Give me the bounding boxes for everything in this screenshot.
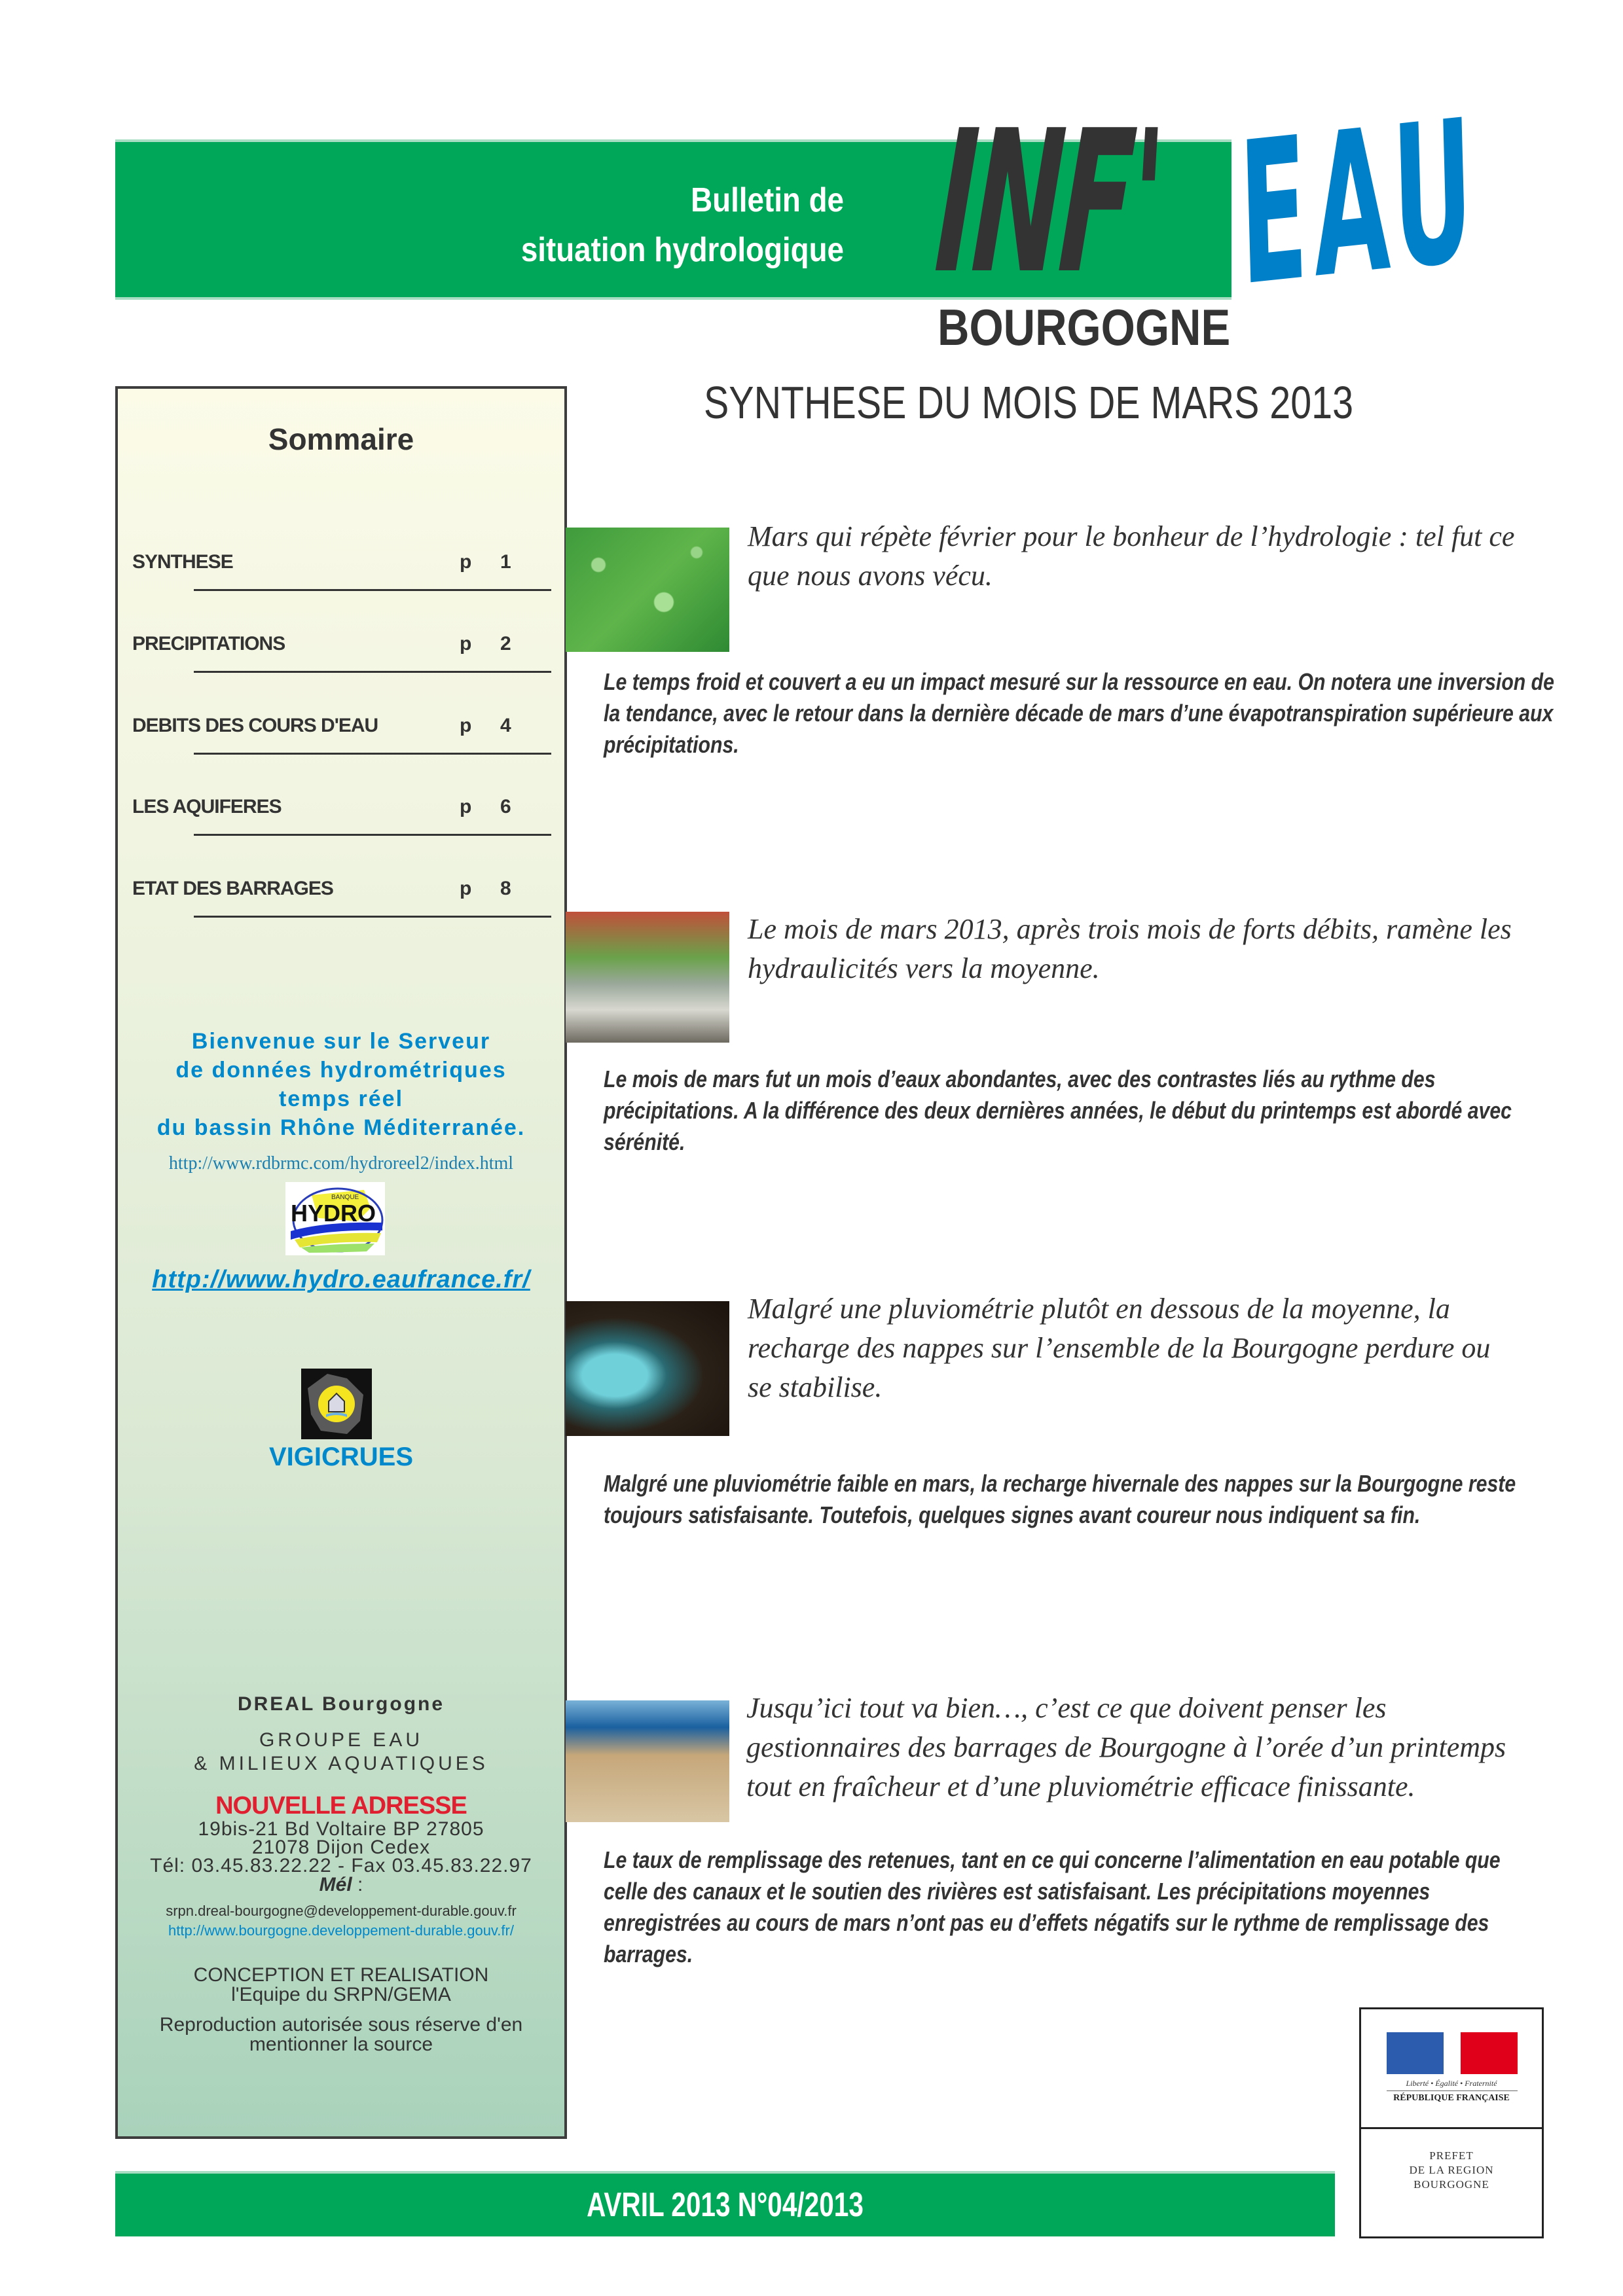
- prefet-line3: BOURGOGNE: [1413, 2178, 1489, 2191]
- toc-page-prefix: p: [460, 796, 472, 817]
- bulletin-title: [441, 175, 844, 275]
- email-label-colon: :: [352, 1874, 363, 1895]
- toc-page-number: 1: [500, 551, 511, 573]
- section-debits-quote: Le mois de mars 2013, après trois mois de forts débits, ramène les hydraulicités vers la moyenne.: [748, 913, 1512, 984]
- toc-page-number: 6: [500, 796, 511, 817]
- section-aquiferes-quote: Malgré une pluviométrie plutôt en dessous de la moyenne, la recharge des nappes sur l’ensemble de la Bourgogne perdure ou se stabilise.: [748, 1293, 1491, 1403]
- section-aquiferes-body: Malgré une pluviométrie faible en mars, la recharge hivernale des nappes sur la Bourgogne reste toujours satisfaisante. Toutefois, quelques signes avant coureur nous indiquent sa fin.: [604, 1470, 1516, 1528]
- conception-label: CONCEPTION ET REALISATION: [193, 1964, 489, 1986]
- infeau-logo-eau: EAU: [1237, 76, 1482, 330]
- toc-page-prefix: p: [460, 715, 472, 736]
- toc-label: LES AQUIFERES: [132, 796, 282, 817]
- marianne-logo: [1361, 2009, 1542, 2129]
- prefet-logo-block: [1359, 2007, 1544, 2238]
- toc-item-synthese[interactable]: [132, 551, 551, 610]
- bulletin-title-line2: situation hydrologique: [520, 231, 844, 269]
- toc-item-barrages[interactable]: [132, 878, 551, 937]
- phone-fax: Tél: 03.45.83.22.22 - Fax 03.45.83.22.97: [150, 1855, 532, 1876]
- water-drops-photo: [566, 528, 729, 652]
- contact-block: [118, 1691, 564, 2054]
- section-barrages-quote: Jusqu’ici tout va bien…, c’est ce que doivent penser les gestionnaires des barrages de Bourgogne à l’orée d’un printemps tout en fraîcheur et d’une pluviométrie efficace finissante.: [746, 1692, 1506, 1803]
- republic-motto: Liberté • Égalité • Fraternité: [1406, 2079, 1497, 2088]
- toc-page-number: 4: [500, 715, 511, 736]
- section-synthese-quote: Mars qui répète février pour le bonheur de l’hydrologie : tel fut ce que nous avons vécu.: [748, 520, 1515, 592]
- reproduction-notice-line1: Reproduction autorisée sous réserve d'en: [159, 2014, 523, 2036]
- prefet-line1: PREFET: [1429, 2149, 1474, 2162]
- toc-label: SYNTHESE: [132, 551, 233, 573]
- toc-divider: [194, 834, 551, 836]
- section-debits-body: Le mois de mars fut un mois d’eaux abondantes, avec des contrastes liés au rythme des précipitations. A la différence des deux dernières années, le début du printemps est abordé avec sérénité.: [604, 1066, 1512, 1155]
- toc-item-aquiferes[interactable]: [132, 796, 551, 855]
- section-synthese-body: Le temps froid et couvert a eu un impact mesuré sur la ressource en eau. On notera une inversion de la tendance, avec le retour dans la dernière décade de mars d’une évapotranspiration supérieure aux précipitations.: [604, 668, 1554, 758]
- hydro-server-welcome: [118, 1027, 564, 1142]
- vigicrues-link[interactable]: VIGICRUES: [268, 1443, 414, 1471]
- group-line1: GROUPE EAU: [259, 1729, 424, 1751]
- email-label-text: Mél: [319, 1874, 352, 1895]
- toc-item-debits[interactable]: [132, 715, 551, 774]
- prefet-region-text: [1361, 2149, 1542, 2192]
- vigicrues-house-icon: [301, 1369, 372, 1439]
- banque-hydro-icon: [285, 1182, 385, 1255]
- page-title: SYNTHESE DU MOIS DE MARS 2013: [704, 377, 1354, 428]
- address-line2: 21078 Dijon Cedex: [251, 1837, 431, 1858]
- toc-page-prefix: p: [460, 878, 472, 899]
- toc-page-number: 2: [500, 633, 511, 655]
- sommaire-title: Sommaire: [268, 422, 414, 456]
- hydro-eaufrance-link[interactable]: http://www.hydro.eaufrance.fr/: [152, 1266, 530, 1293]
- team-name: l'Equipe du SRPN/GEMA: [231, 1984, 451, 2005]
- welcome-line: du bassin Rhône Méditerranée.: [156, 1115, 526, 1140]
- dreal-website-link[interactable]: http://www.bourgogne.developpement-durable.gouv.fr/: [168, 1922, 514, 1939]
- republique-francaise: RÉPUBLIQUE FRANÇAISE: [1393, 2093, 1510, 2103]
- toc-page-prefix: p: [460, 551, 472, 573]
- sommaire-panel: [115, 386, 567, 2139]
- toc-page-number: 8: [500, 878, 511, 899]
- group-line2: & MILIEUX AQUATIQUES: [194, 1753, 488, 1774]
- email-address[interactable]: srpn.dreal-bourgogne@developpement-durable.gouv.fr: [166, 1903, 517, 1919]
- org-name: DREAL Bourgogne: [237, 1693, 445, 1715]
- toc-page-prefix: p: [460, 633, 472, 655]
- infeau-logo-inf: INF': [930, 88, 1167, 317]
- welcome-line: temps réel: [278, 1086, 404, 1111]
- river-autumn-photo: [566, 912, 729, 1043]
- prefet-line2: DE LA REGION: [1409, 2164, 1494, 2176]
- banque-hydro-logo[interactable]: [285, 1182, 385, 1255]
- cave-water-photo: [566, 1301, 729, 1436]
- toc-label: PRECIPITATIONS: [132, 633, 285, 655]
- toc-divider: [194, 671, 551, 673]
- toc-divider: [194, 589, 551, 591]
- toc-label: DEBITS DES COURS D'EAU: [132, 715, 378, 736]
- rdbrmc-link[interactable]: http://www.rdbrmc.com/hydroreel2/index.html: [168, 1153, 514, 1174]
- vigicrues-logo[interactable]: [301, 1369, 372, 1439]
- toc-item-precipitations[interactable]: [132, 633, 551, 692]
- section-barrages-body: Le taux de remplissage des retenues, tant en ce qui concerne l’alimentation en eau potable que celle des canaux et le soutien des rivières est satisfaisant. Les précipitations moyennes enregistrées au cours de mars n’ont pas eu d’effets négatifs sur le rythme de remplissage des barrages.: [604, 1846, 1501, 1967]
- motto-divider: [1387, 2090, 1518, 2091]
- footer-banner: [115, 2171, 1335, 2236]
- toc-label: ETAT DES BARRAGES: [132, 878, 333, 899]
- marianne-flag-icon: [1387, 2032, 1518, 2074]
- region-name: BOURGOGNE: [938, 298, 1231, 356]
- new-address-label: NOUVELLE ADRESSE: [215, 1792, 467, 1820]
- svg-text:HYDRO: HYDRO: [291, 1200, 376, 1227]
- email-label: [118, 1875, 564, 1895]
- dam-photo: [566, 1700, 729, 1822]
- toc-divider: [194, 916, 551, 918]
- welcome-line: de données hydrométriques: [175, 1058, 507, 1083]
- svg-text:BANQUE: BANQUE: [331, 1194, 359, 1201]
- issue-number: AVRIL 2013 N°04/2013: [587, 2186, 864, 2224]
- reproduction-notice-line2: mentionner la source: [249, 2034, 433, 2055]
- toc-divider: [194, 753, 551, 755]
- welcome-line: Bienvenue sur le Serveur: [191, 1029, 491, 1054]
- bulletin-title-line1: Bulletin de: [691, 181, 844, 219]
- address-line1: 19bis-21 Bd Voltaire BP 27805: [198, 1818, 484, 1840]
